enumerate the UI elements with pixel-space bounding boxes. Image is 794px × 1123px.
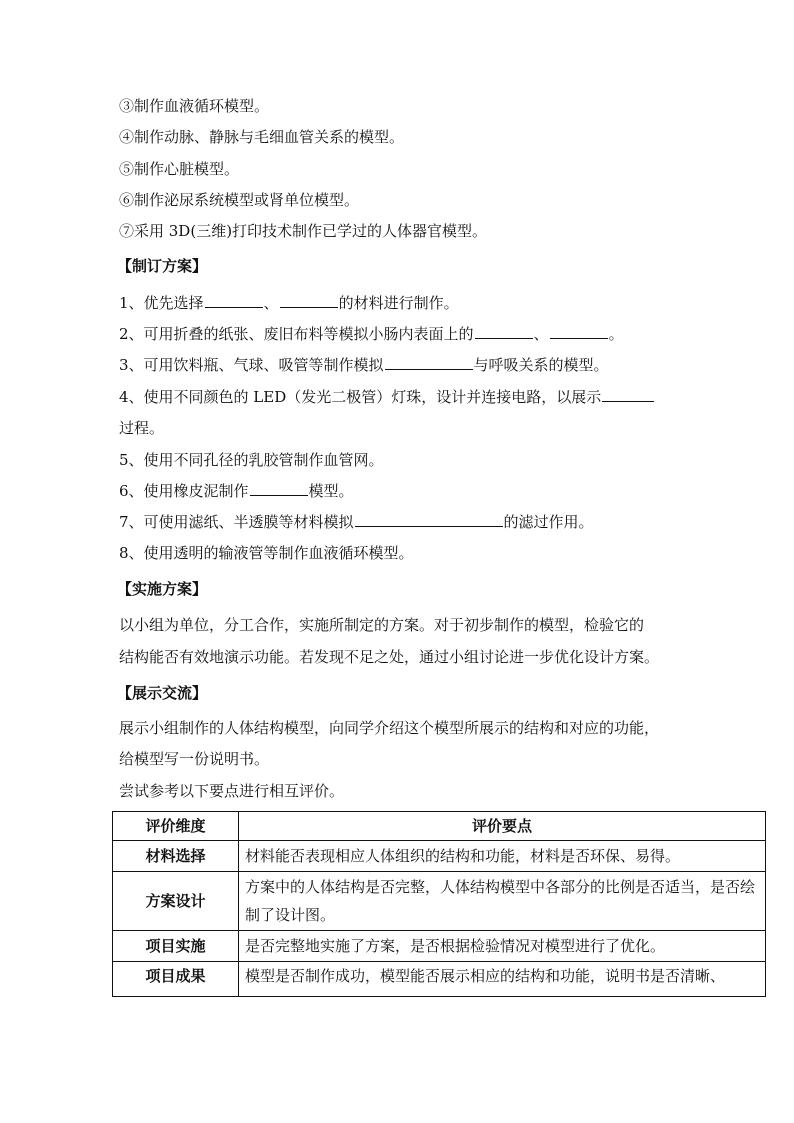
table-row	[113, 841, 766, 872]
plan-item-text: 6、使用橡皮泥制作	[119, 482, 249, 500]
table-cell-point: 方案中的人体结构是否完整，人体结构模型中各部分的比例是否适当，是否绘制了设计图。	[239, 872, 766, 931]
fill-blank[interactable]	[385, 355, 473, 370]
list-item: ⑥制作泌尿系统模型或肾单位模型。	[119, 191, 360, 209]
table-header: 评价维度	[113, 812, 239, 841]
plan-item-5: 5、使用不同孔径的乳胶管制作血管网。	[119, 451, 384, 469]
fill-blank[interactable]	[550, 324, 608, 339]
impl-text: 结构能否有效地演示功能。若发现不足之处，通过小组讨论进一步优化设计方案。	[119, 648, 660, 666]
table-cell-dimension: 材料选择	[113, 841, 239, 872]
section-heading-plan: 【制订方案】	[117, 257, 208, 275]
fill-blank[interactable]	[205, 293, 263, 308]
plan-item-text: 模型。	[308, 482, 354, 500]
plan-item-4-cont: 过程。	[119, 419, 165, 437]
plan-item-7	[119, 512, 594, 532]
section-heading-share: 【展示交流】	[117, 684, 208, 702]
list-item: ⑤制作心脏模型。	[119, 160, 240, 178]
table-row	[113, 962, 766, 997]
plan-item-3	[119, 355, 609, 375]
plan-item-text: 。	[608, 325, 624, 343]
impl-text: 以小组为单位，分工合作，实施所制定的方案。对于初步制作的模型，检验它的	[119, 616, 645, 634]
plan-item-text: 与呼吸关系的模型。	[473, 356, 609, 374]
plan-item-text: 4、使用不同颜色的 LED（发光二极管）灯珠，设计并连接电路，以展示	[119, 388, 602, 406]
evaluation-table	[112, 811, 766, 997]
plan-item-text: 、	[533, 325, 549, 343]
list-item: ④制作动脉、静脉与毛细血管关系的模型。	[119, 128, 405, 146]
share-text: 展示小组制作的人体结构模型，向同学介绍这个模型所展示的结构和对应的功能，	[119, 719, 660, 737]
table-cell-dimension: 方案设计	[113, 872, 239, 931]
list-item: ⑦采用 3D(三维)打印技术制作已学过的人体器官模型。	[119, 222, 488, 240]
plan-item-text: 3、可用饮料瓶、气球、吸管等制作模拟	[119, 356, 384, 374]
table-cell-point: 材料能否表现相应人体组织的结构和功能，材料是否环保、易得。	[239, 841, 766, 872]
share-text: 尝试参考以下要点进行相互评价。	[119, 782, 345, 800]
plan-item-text: 7、可使用滤纸、半透膜等材料模拟	[119, 513, 354, 531]
plan-item-1	[119, 293, 459, 313]
plan-item-text: 、	[263, 294, 279, 312]
fill-blank[interactable]	[475, 324, 533, 339]
plan-item-4	[119, 387, 655, 407]
section-heading-implementation: 【实施方案】	[117, 580, 208, 598]
fill-blank[interactable]	[280, 293, 338, 308]
fill-blank[interactable]	[250, 481, 308, 496]
table-cell-dimension: 项目成果	[113, 962, 239, 997]
table-header: 评价要点	[239, 812, 766, 841]
fill-blank[interactable]	[602, 387, 654, 402]
plan-item-text: 的滤过作用。	[503, 513, 594, 531]
plan-item-6	[119, 481, 354, 501]
table-header-row	[113, 812, 766, 841]
table-row	[113, 931, 766, 962]
share-text: 给模型写一份说明书。	[119, 750, 270, 768]
table-row	[113, 872, 766, 931]
plan-item-text: 的材料进行制作。	[338, 294, 459, 312]
table-cell-point: 是否完整地实施了方案，是否根据检验情况对模型进行了优化。	[239, 931, 766, 962]
fill-blank[interactable]	[355, 512, 503, 527]
plan-item-2	[119, 324, 624, 344]
table-cell-point: 模型是否制作成功，模型能否展示相应的结构和功能，说明书是否清晰、	[239, 962, 766, 997]
table-cell-dimension: 项目实施	[113, 931, 239, 962]
plan-item-text: 2、可用折叠的纸张、废旧布料等模拟小肠内表面上的	[119, 325, 474, 343]
plan-item-text: 1、优先选择	[119, 294, 204, 312]
plan-item-8: 8、使用透明的输液管等制作血液循环模型。	[119, 544, 414, 562]
list-item: ③制作血液循环模型。	[119, 97, 270, 115]
